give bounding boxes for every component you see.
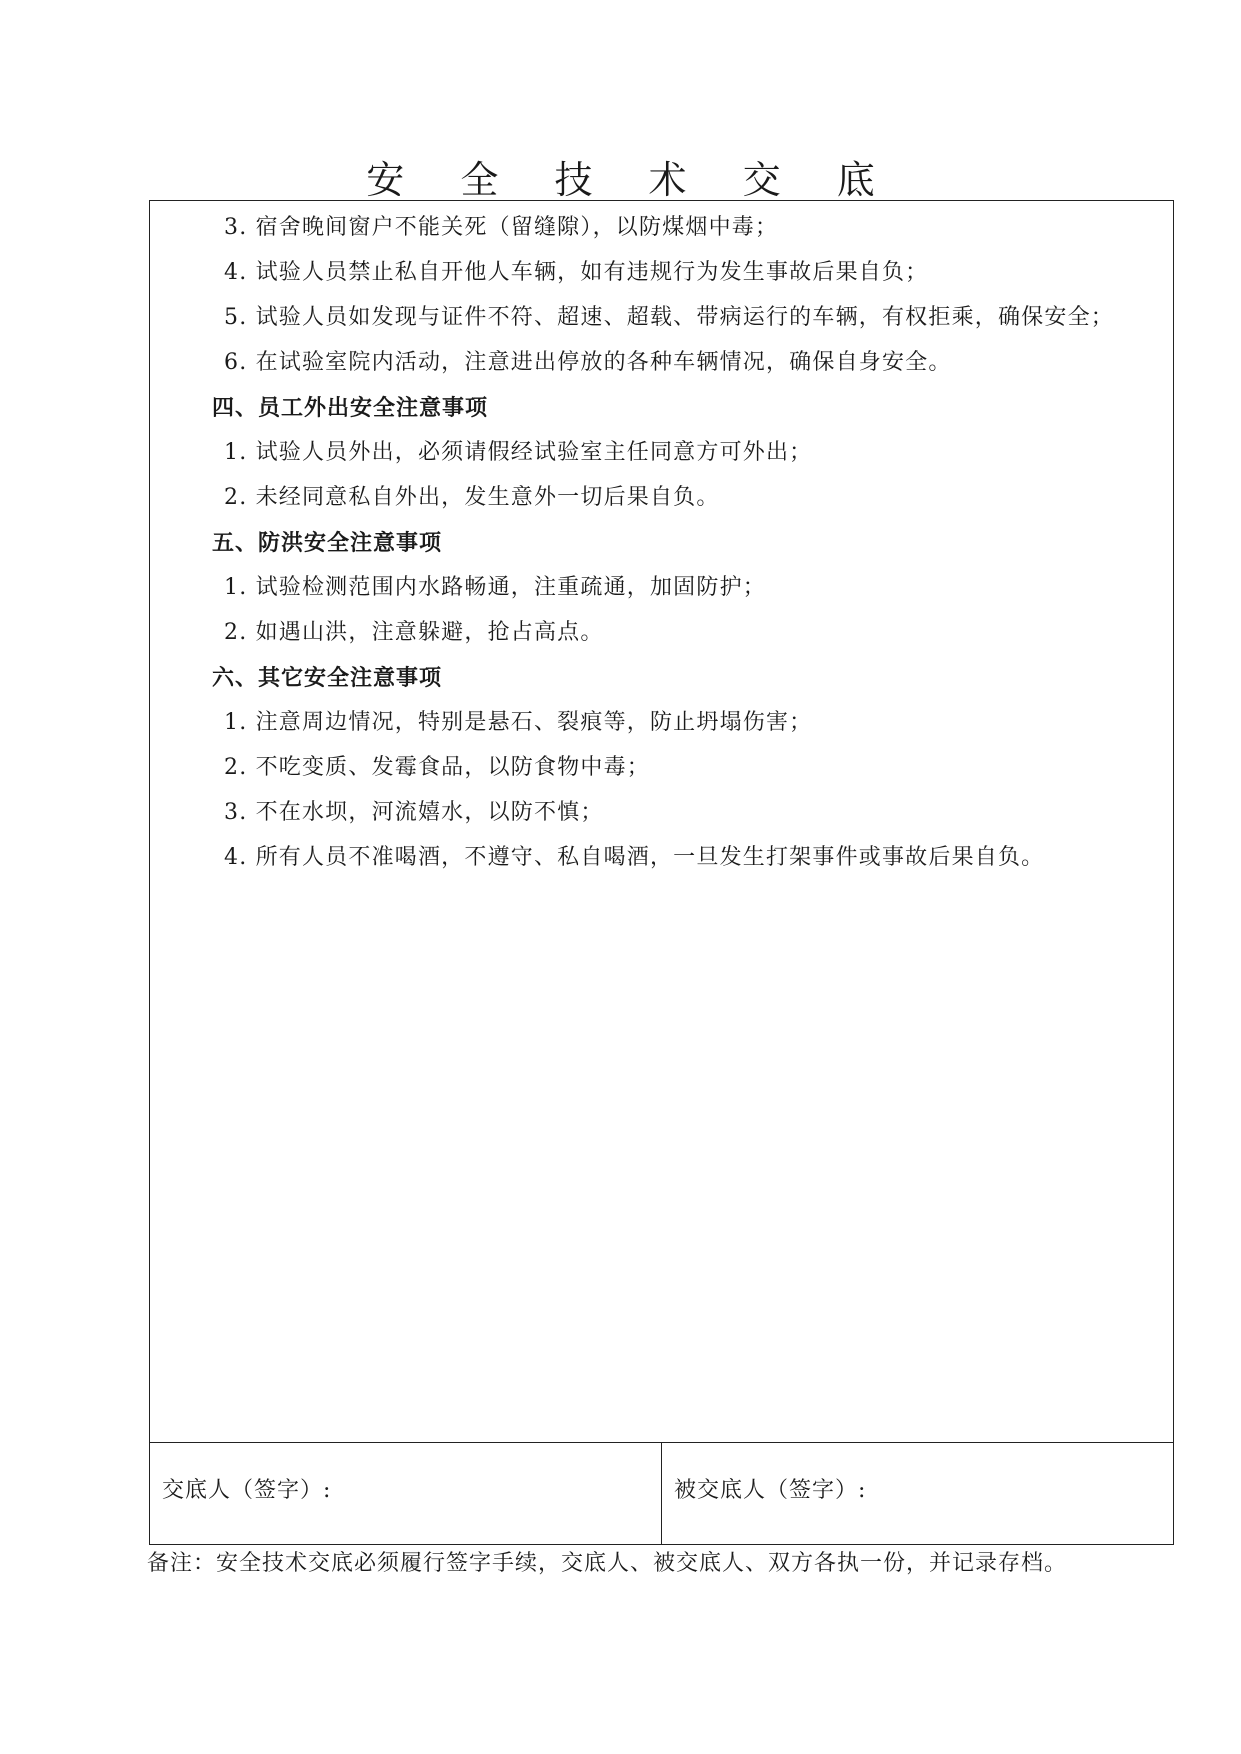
section-heading: 六、其它安全注意事项 [212, 665, 443, 691]
list-item: 4. 所有人员不准喝酒，不遵守、私自喝酒，一旦发生打架事件或事故后果自负。 [224, 845, 1045, 870]
receiver-signature-label: 被交底人（签字）: [674, 1478, 867, 1503]
receiver-signature-cell[interactable] [662, 1443, 1173, 1544]
content-section [150, 201, 1173, 1443]
list-item: 1. 试验人员外出，必须请假经试验室主任同意方可外出； [224, 440, 813, 465]
list-item: 2. 未经同意私自外出，发生意外一切后果自负。 [224, 485, 720, 510]
signature-row [150, 1443, 1173, 1544]
section-heading: 五、防洪安全注意事项 [212, 530, 443, 556]
list-item: 4. 试验人员禁止私自开他人车辆，如有违规行为发生事故后果自负； [224, 260, 929, 285]
list-item: 1. 试验检测范围内水路畅通，注重疏通，加固防护； [224, 575, 766, 600]
list-item: 5. 试验人员如发现与证件不符、超速、超载、带病运行的车辆，有权拒乘，确保安全； [224, 305, 1114, 330]
footnote: 备注：安全技术交底必须履行签字手续，交底人、被交底人、双方各执一份，并记录存档。 [147, 1551, 1068, 1576]
section-heading: 四、员工外出安全注意事项 [212, 395, 489, 421]
list-item: 2. 如遇山洪，注意躲避，抢占高点。 [224, 620, 604, 645]
presenter-signature-label: 交底人（签字）: [162, 1478, 332, 1503]
disclosure-form [149, 200, 1174, 1545]
list-item: 2. 不吃变质、发霉食品，以防食物中毒； [224, 755, 650, 780]
document-title: 安 全 技 术 交 底 [366, 158, 897, 202]
presenter-signature-cell[interactable] [150, 1443, 662, 1544]
list-item: 3. 不在水坝，河流嬉水，以防不慎； [224, 800, 604, 825]
list-item: 6. 在试验室院内活动，注意进出停放的各种车辆情况，确保自身安全。 [224, 350, 952, 375]
list-item: 1. 注意周边情况，特别是悬石、裂痕等，防止坍塌伤害； [224, 710, 813, 735]
list-item: 3. 宿舍晚间窗户不能关死（留缝隙），以防煤烟中毒； [224, 215, 779, 240]
